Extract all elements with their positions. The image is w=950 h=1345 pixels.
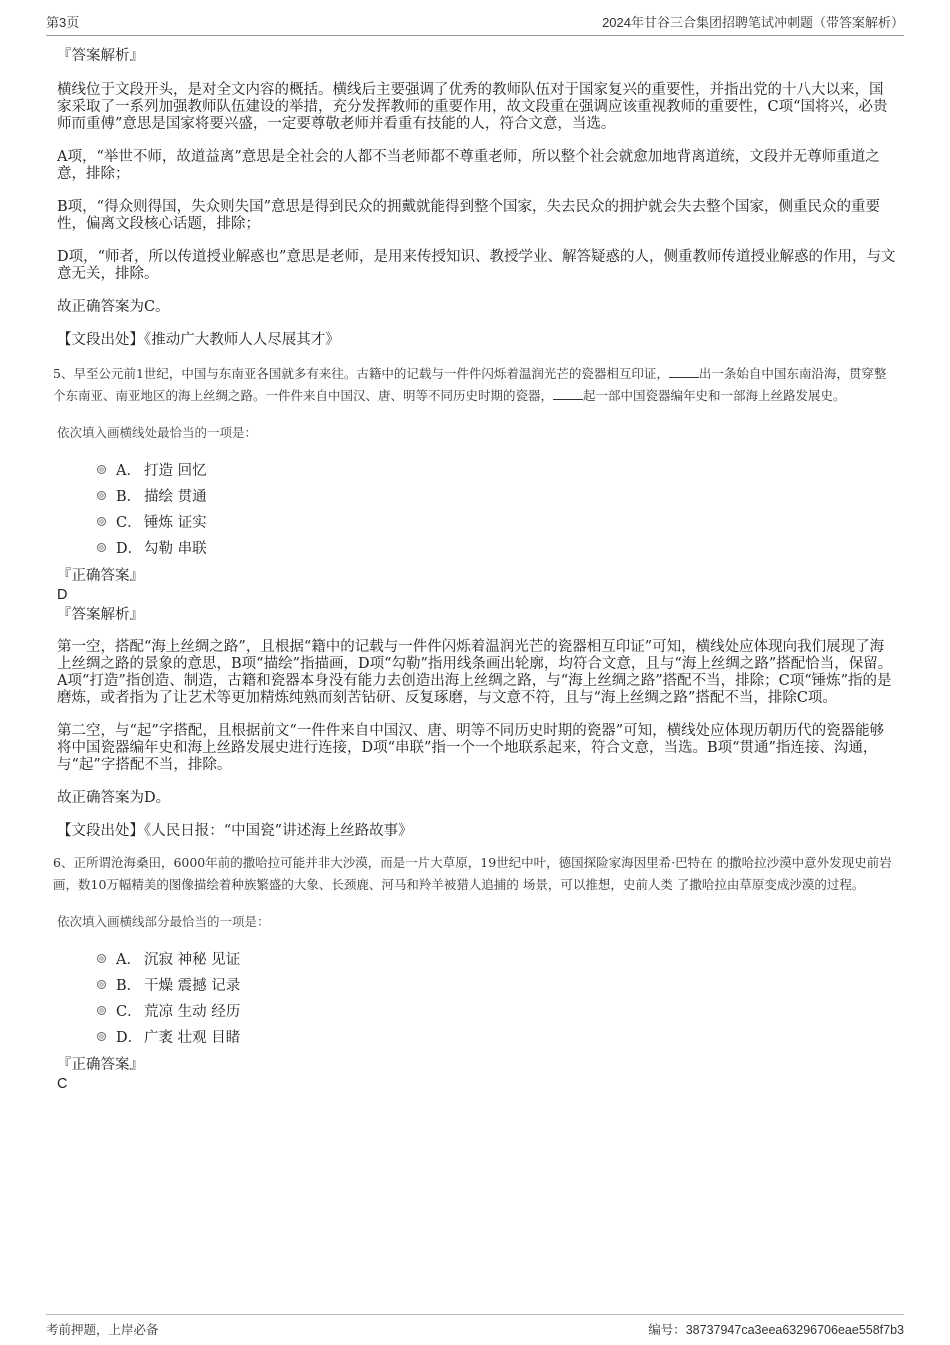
q6-option-b[interactable]: B． 干燥 震撼 记录 (97, 971, 897, 997)
q4-conclusion: 故正确答案为C。 (57, 299, 170, 315)
q5-source: 【文段出处】《人民日报：“中国瓷”讲述海上丝路故事》 (57, 823, 413, 839)
radio-icon[interactable] (97, 954, 106, 963)
q5-stem: 5、早至公元前1世纪，中国与东南亚各国就多有来往。古籍中的记载与一件件闪烁着温润光芒的瓷器相互印证， 出一条始自中国东南沿海，贯穿整个东南亚、南亚地区的海上丝绸之路。一件件来自中国汉、唐、明等不同历史时期的瓷器， 起一部中国瓷器编年史和一部海上丝路发展史。 (53, 366, 887, 403)
footer-slogan: 考前押题，上岸必备 (46, 1323, 159, 1337)
q6-option-d[interactable]: D． 广袤 壮观 目睹 (97, 1023, 897, 1049)
blank (669, 365, 699, 378)
analysis-label: 『答案解析』 (57, 607, 144, 623)
q4-analysis-option-a: A项，“举世不师，故道益离”意思是全社会的人都不当老师都不尊重老师，所以整个社会就愈加地背离道统，文段并无尊师重道之意，排除； (57, 149, 880, 182)
q6-stem: 6、正所谓沧海桑田，6000年前的撒哈拉可能并非大沙漠，而是一片大草原，19世纪中叶，德国探险家海因里希·巴特在 的撒哈拉沙漠中意外发现史前岩画，数10万幅精美的图像描绘着种族繁盛的大象、长颈鹿、河马和羚羊被猎人追捕的 场景，可以推想，史前人类 了撒哈拉由草原变成沙漠的过程。 (53, 855, 892, 892)
q4-analysis-option-b: B项，“得众则得国，失众则失国”意思是得到民众的拥戴就能得到整个国家，失去民众的拥护就会失去整个国家，侧重民众的重要性，偏离文段核心话题，排除； (57, 199, 880, 232)
q6-prompt: 依次填入画横线部分最恰当的一项是： (57, 914, 270, 929)
q5-option-d[interactable]: D． 勾勒 串联 (97, 534, 897, 560)
q5-analysis-second-blank: 第二空，与“起”字搭配，且根据前文“一件件来自中国汉、唐、明等不同历史时期的瓷器”可知，横线处应体现历朝历代的瓷器能够将中国瓷器编年史和海上丝路发展史进行连接，D项“串联”指一个一个地联系起来，符合文意，当选。B项“贯通”指连接、沟通，与“起”字搭配不当，排除。 (57, 723, 885, 773)
q6-options (57, 945, 897, 1049)
analysis-label: 『答案解析』 (57, 48, 144, 64)
page-footer (46, 1314, 904, 1338)
q5-conclusion: 故正确答案为D。 (57, 790, 171, 806)
radio-icon[interactable] (97, 1006, 106, 1015)
radio-icon[interactable] (97, 1032, 106, 1041)
radio-icon[interactable] (97, 465, 106, 474)
q5-answer: D (57, 587, 68, 603)
q6-option-c[interactable]: C． 荒凉 生动 经历 (97, 997, 897, 1023)
q5-option-a[interactable]: A． 打造 回忆 (97, 456, 897, 482)
q6-option-a[interactable]: A． 沉寂 神秘 见证 (97, 945, 897, 971)
radio-icon[interactable] (97, 517, 106, 526)
document-title: 2024年甘谷三合集团招聘笔试冲刺题（带答案解析） (602, 15, 904, 30)
q5-option-b[interactable]: B． 描绘 贯通 (97, 482, 897, 508)
blank (553, 387, 583, 400)
q4-analysis-option-d: D项，“师者，所以传道授业解惑也”意思是老师，是用来传授知识、教授学业、解答疑惑的人，侧重教师传道授业解惑的作用，与文意无关，排除。 (57, 249, 896, 282)
q5-analysis-first-blank: 第一空，搭配“海上丝绸之路”，且根据“籍中的记载与一件件闪烁着温润光芒的瓷器相互印证”可知，横线处应体现向我们展现了海上丝绸之路的景象的意思，B项“描绘”指描画，D项“勾勒”指用线条画出轮廓，均符合文意，且与“海上丝绸之路”搭配恰当，保留。A项“打造”指创造、制造，古籍和瓷器本身没有能力去创造出海上丝绸之路，与“海上丝绸之路”搭配不当，排除；C项“锤炼”指的是磨炼，或者指为了让艺术等更加精炼纯熟而刻苦钻研、反复琢磨，与文意不符，且与“海上丝绸之路”搭配不当，排除C项。 (57, 639, 893, 706)
page-content (53, 44, 897, 1093)
correct-answer-label: 『正确答案』 (57, 1057, 144, 1073)
document-id: 编号：38737947ca3eea63296706eae558f7b3 (648, 1323, 904, 1337)
q6-answer: C (57, 1076, 68, 1092)
correct-answer-label: 『正确答案』 (57, 568, 144, 584)
q5-option-c[interactable]: C． 锤炼 证实 (97, 508, 897, 534)
page-header (46, 12, 904, 36)
page-number: 第3页 (46, 15, 80, 30)
q5-options (57, 456, 897, 560)
q4-source: 【文段出处】《推动广大教师人人尽展其才》 (57, 332, 340, 348)
q5-prompt: 依次填入画横线处最恰当的一项是： (57, 425, 258, 440)
radio-icon[interactable] (97, 980, 106, 989)
q4-analysis-paragraph: 横线位于文段开头，是对全文内容的概括。横线后主要强调了优秀的教师队伍对于国家复兴的重要性，并指出党的十八大以来，国家采取了一系列加强教师队伍建设的举措，充分发挥教师的重要作用，故文段重在强调应该重视教师的重要性，C项“国将兴，必贵师而重傅”意思是国家将要兴盛，一定要尊敬老师并看重有技能的人，符合文意，当选。 (57, 82, 888, 132)
radio-icon[interactable] (97, 543, 106, 552)
radio-icon[interactable] (97, 491, 106, 500)
